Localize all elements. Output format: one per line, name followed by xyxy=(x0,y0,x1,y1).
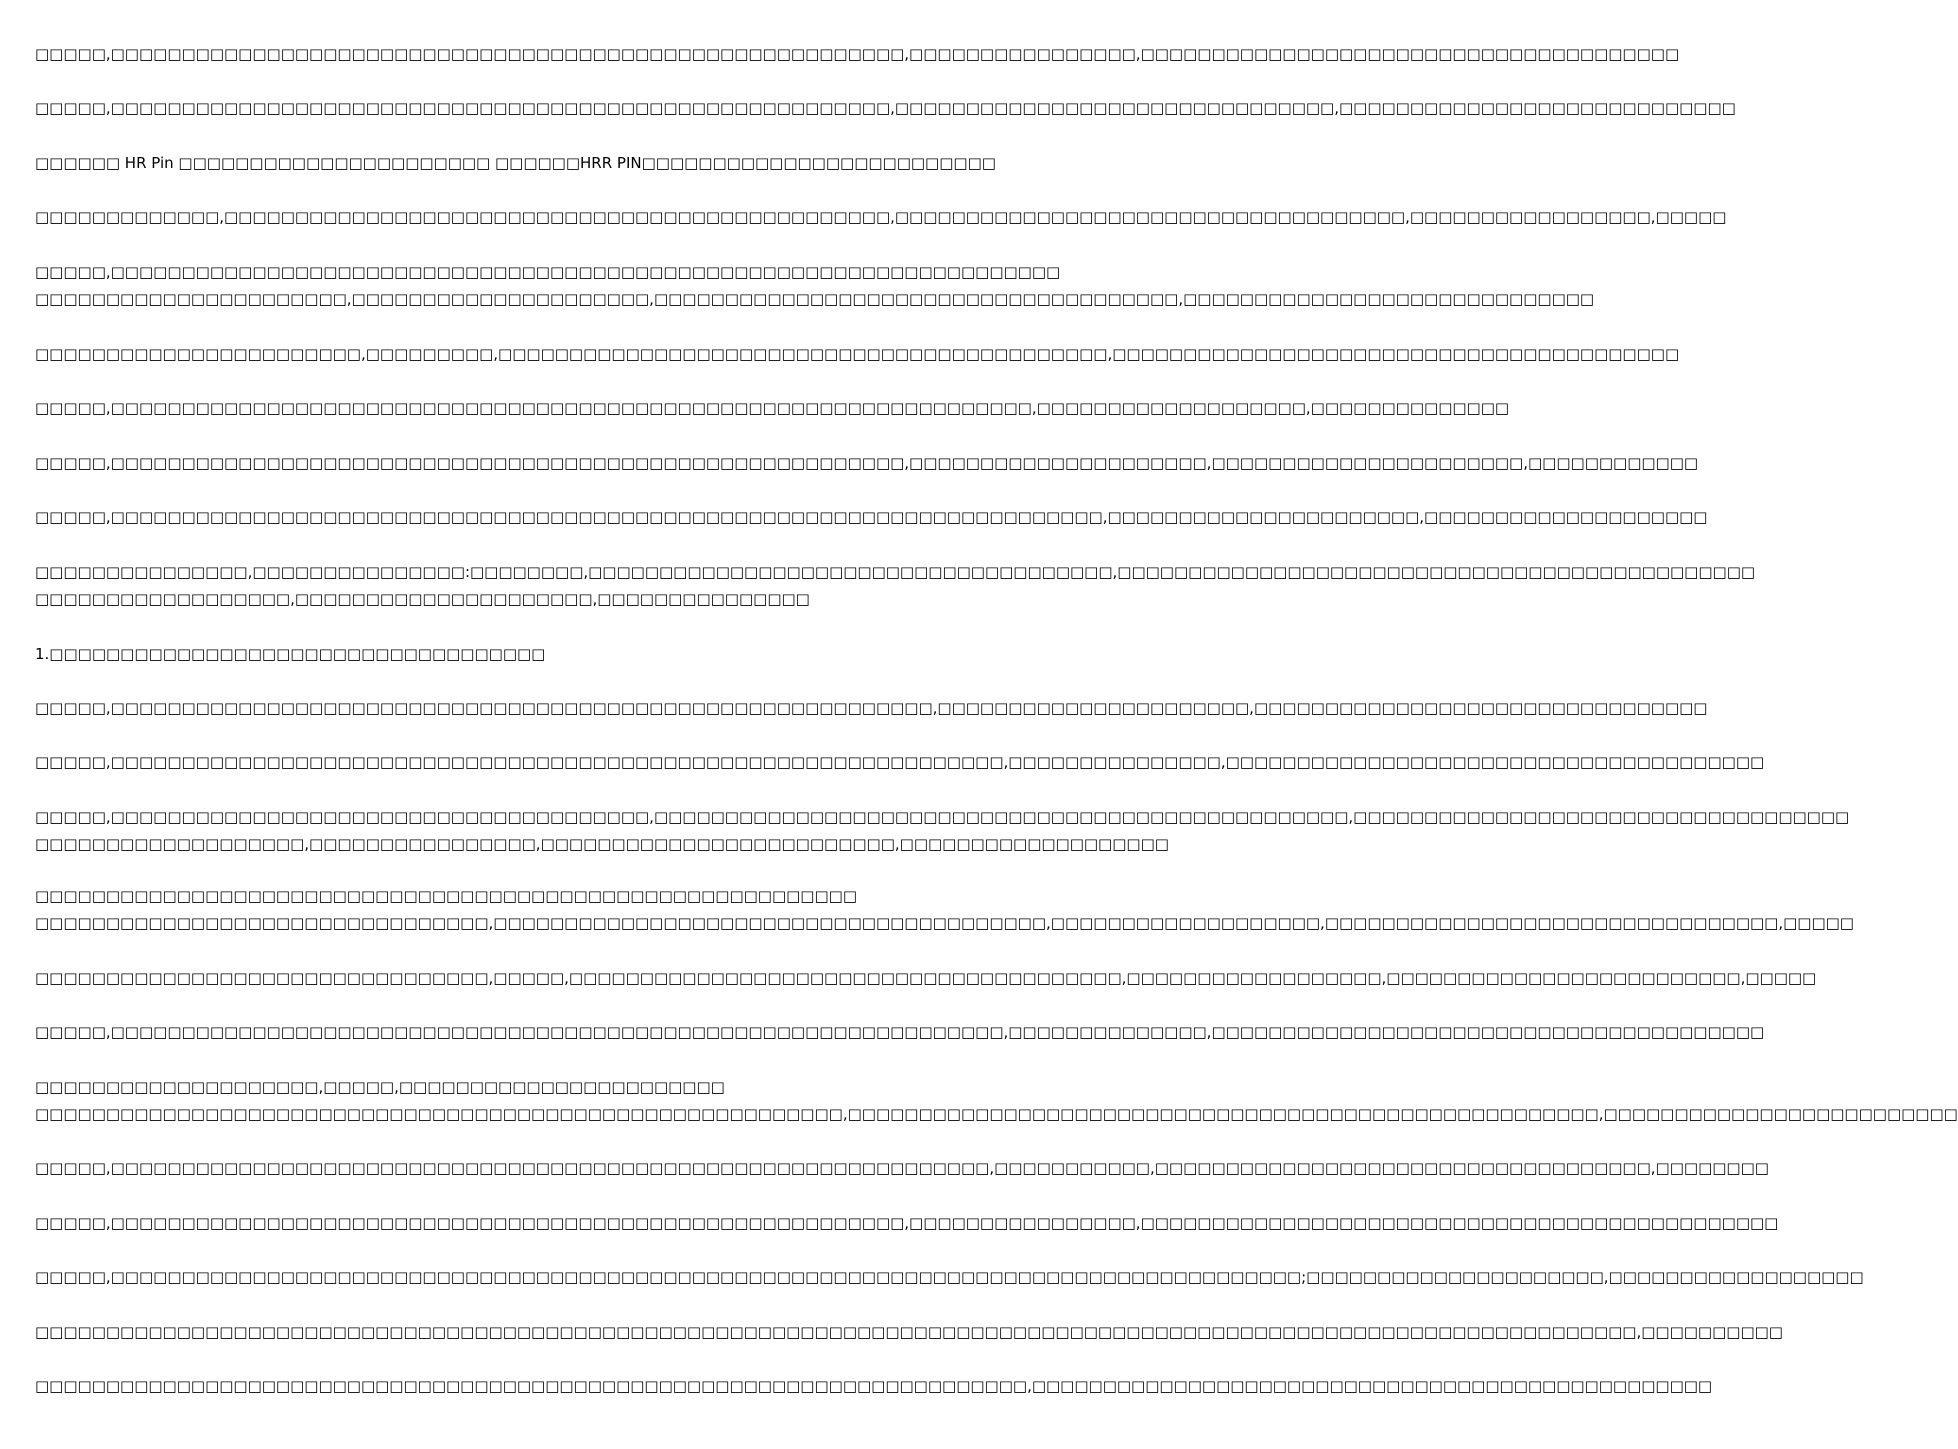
text-line: □□□□□,□□□□□□□□□□□□□□□□□□□□□□□□□□□□□□□□□□□□□□□□□□□□□□□□□□□□□□□□,□□□□□□□□□□□□□□□□□□□□□,□□□□□□□□□□□□□□□□□□□□□□,□□□□□□□□□□□□ xyxy=(35,454,1699,472)
text-line: □□□□□,□□□□□□□□□□□□□□□□□□□□□□□□□□□□□□□□□□□□□□□□□□□□□□□□□□□□□□□□□□□□□□□,□□□□□□□□□□□□□□,□□□□□□□□□□□□□□□□□□□□□□□□□□□□□□□□□□□□□□□ xyxy=(35,1023,1765,1041)
text-line: □□□□□,□□□□□□□□□□□□□□□□□□□□□□□□□□□□□□□□□□□□□□□□□□□□□□□□□□□□□□□□□□,□□□□□□□□□□□□□□□□□□□□□□,□□□□□□□□□□□□□□□□□□□□□□□□□□□□□□□□ xyxy=(35,699,1708,717)
section-heading: 1.□□□□□□□□□□□□□□□□□□□□□□□□□□□□□□□□□□□ xyxy=(35,645,546,663)
text-line: □□□□□□□□□□□□□□□□□□□□□□□□□□□□□□□□□□□□□□□□□□□□□□□□□□□□□□□□□□□□□□□□□□□□□□,□□□□□□□□□□□□□□□□□□□□□□□□□□□□□□□□□□□□□□□□□□□□□□□□ xyxy=(35,1377,1713,1395)
text-line: □□□□□□□□□□□□□□□□□□□□□□,□□□□□□□□□□□□□□□□□□□□□,□□□□□□□□□□□□□□□□□□□□□□□□□□□□□□□□□□□□□,□□□□□□□□□□□□□□□□□□□□□□□□□□□□□ xyxy=(35,290,1595,308)
text-line: □□□□□□□□□□□□□□□□□□,□□□□□□□□□□□□□□□□□□□□□,□□□□□□□□□□□□□□□ xyxy=(35,590,810,608)
text-line: □□□□□□□□□□□□□□□□□□□,□□□□□□□□□□□□□□□□,□□□□□□□□□□□□□□□□□□□□□□□□□,□□□□□□□□□□□□□□□□□□□ xyxy=(35,835,1169,853)
text-line: □□□□□,□□□□□□□□□□□□□□□□□□□□□□□□□□□□□□□□□□□□□□□□□□□□□□□□□□□□□□□□□□□□□□□□□□□□□□□□□□□□□□□□□□□□;□□□□□□□□□□□□□□□□□□□□□,□□□□□□□□□□□□□□□□□□ xyxy=(35,1268,1864,1286)
text-line: □□□□□,□□□□□□□□□□□□□□□□□□□□□□□□□□□□□□□□□□□□□□□□□□□□□□□□□□□□□□□□□□□□□□□□□,□□□□□□□□□□□□□□□□□□□,□□□□□□□□□□□□□□ xyxy=(35,399,1510,417)
text-line: □□□□□□□□□□□□□□□□□□□□□□□□□□□□□□□□□□□□□□□□□□□□□□□□□□□□□□□□□□□□□□□□□□□□□□□□□□□□□□□□□□□□□□□□□□□□□□□□□□□□□□□□□□□□□□□□□,□□□□□□□□□□ xyxy=(35,1323,1783,1341)
text-line: □□□□□,□□□□□□□□□□□□□□□□□□□□□□□□□□□□□□□□□□□□□□□□□□□□□□□□□□□□□□□□□□□□□□□□□□□ xyxy=(35,263,1061,281)
text-line: □□□□□□□□□□□□□□□□□□□□,□□□□□,□□□□□□□□□□□□□□□□□□□□□□□ xyxy=(35,1078,725,1096)
text-line: □□□□□,□□□□□□□□□□□□□□□□□□□□□□□□□□□□□□□□□□□□□□□□□□□□□□□□□□□□□□□□□□□□□□□,□□□□□□□□□□□□□□□,□□□□□□□□□□□□□□□□□□□□□□□□□□□□□□□□□□□□□□ xyxy=(35,753,1765,771)
text-line: □□□□□,□□□□□□□□□□□□□□□□□□□□□□□□□□□□□□□□□□□□□□□□□□□□□□□□□□□□□□□□□□□□□□,□□□□□□□□□□□,□□□□□□□□□□□□□□□□□□□□□□□□□□□□□□□□□□□,□□□□□□□□ xyxy=(35,1159,1769,1177)
text-line: □□□□□□□□□□□□□□□,□□□□□□□□□□□□□□□:□□□□□□□□,□□□□□□□□□□□□□□□□□□□□□□□□□□□□□□□□□□□□□,□□□□□□□□□□□□□□□□□□□□□□□□□□□□□□□□□□□□□□□□□□□□□ xyxy=(35,563,1756,581)
text-line: □□□□□□□□□□□□□□□□□□□□□□□□□□□□□□□□,□□□□□□□□□□□□□□□□□□□□□□□□□□□□□□□□□□□□□□□,□□□□□□□□□□□□□□□□□□□,□□□□□□□□□□□□□□□□□□□□□□□□□□□□□□□□,□□□□□ xyxy=(35,914,1854,932)
text-line: □□□□□,□□□□□□□□□□□□□□□□□□□□□□□□□□□□□□□□□□□□□□□□□□□□□□□□□□□□□□□□□□□□□□□□□□□□□□,□□□□□□□□□□□□□□□□□□□□□□,□□□□□□□□□□□□□□□□□□□□ xyxy=(35,508,1708,526)
text-line: □□□□□,□□□□□□□□□□□□□□□□□□□□□□□□□□□□□□□□□□□□□□,□□□□□□□□□□□□□□□□□□□□□□□□□□□□□□□□□□□□□□□□□□□□□□□□□,□□□□□□□□□□□□□□□□□□□□□□□□□□□□□□□□□□□ xyxy=(35,808,1850,826)
text-line: □□□□□□□□□□□□□□□□□□□□□□□□□□□□□□□□□□□□□□□□□□□□□□□□□□□□□□□□□□ xyxy=(35,887,857,905)
text-line: □□□□□□ HR Pin □□□□□□□□□□□□□□□□□□□□□□ □□□□□□HRR PIN□□□□□□□□□□□□□□□□□□□□□□□□□ xyxy=(35,154,996,172)
text-line: □□□□□□□□□□□□□□□□□□□□□□□□□□□□□□□□,□□□□□,□□□□□□□□□□□□□□□□□□□□□□□□□□□□□□□□□□□□□□□,□□□□□□□□□□□□□□□□□□,□□□□□□□□□□□□□□□□□□□□□□□□□,□□□□□ xyxy=(35,969,1817,987)
document-page xyxy=(35,0,1958,1449)
text-line: □□□□□,□□□□□□□□□□□□□□□□□□□□□□□□□□□□□□□□□□□□□□□□□□□□□□□□□□□□□□□,□□□□□□□□□□□□□□□□□□□□□□□□□□□□□□□,□□□□□□□□□□□□□□□□□□□□□□□□□□□□ xyxy=(35,99,1736,117)
text-line: □□□□□□□□□□□□□,□□□□□□□□□□□□□□□□□□□□□□□□□□□□□□□□□□□□□□□□□□□□□□□,□□□□□□□□□□□□□□□□□□□□□□□□□□□□□□□□□□□□,□□□□□□□□□□□□□□□□□,□□□□□ xyxy=(35,208,1727,226)
text-line: □□□□□□□□□□□□□□□□□□□□□□□□□□□□□□□□□□□□□□□□□□□□□□□□□□□□□□□□□,□□□□□□□□□□□□□□□□□□□□□□□□□□□□□□□□□□□□□□□□□□□□□□□□□□□□□,□□□□□□□□□□□□□□□□□□□□□□□□□ xyxy=(35,1105,1958,1123)
text-line: □□□□□,□□□□□□□□□□□□□□□□□□□□□□□□□□□□□□□□□□□□□□□□□□□□□□□□□□□□□□□□,□□□□□□□□□□□□□□□□,□□□□□□□□□□□□□□□□□□□□□□□□□□□□□□□□□□□□□□□□□□□□□ xyxy=(35,1214,1779,1232)
text-line: □□□□□,□□□□□□□□□□□□□□□□□□□□□□□□□□□□□□□□□□□□□□□□□□□□□□□□□□□□□□□□,□□□□□□□□□□□□□□□□,□□□□□□□□□□□□□□□□□□□□□□□□□□□□□□□□□□□□□□ xyxy=(35,45,1680,63)
text-line: □□□□□□□□□□□□□□□□□□□□□□□,□□□□□□□□□,□□□□□□□□□□□□□□□□□□□□□□□□□□□□□□□□□□□□□□□□□□□,□□□□□□□□□□□□□□□□□□□□□□□□□□□□□□□□□□□□□□□□ xyxy=(35,345,1680,363)
